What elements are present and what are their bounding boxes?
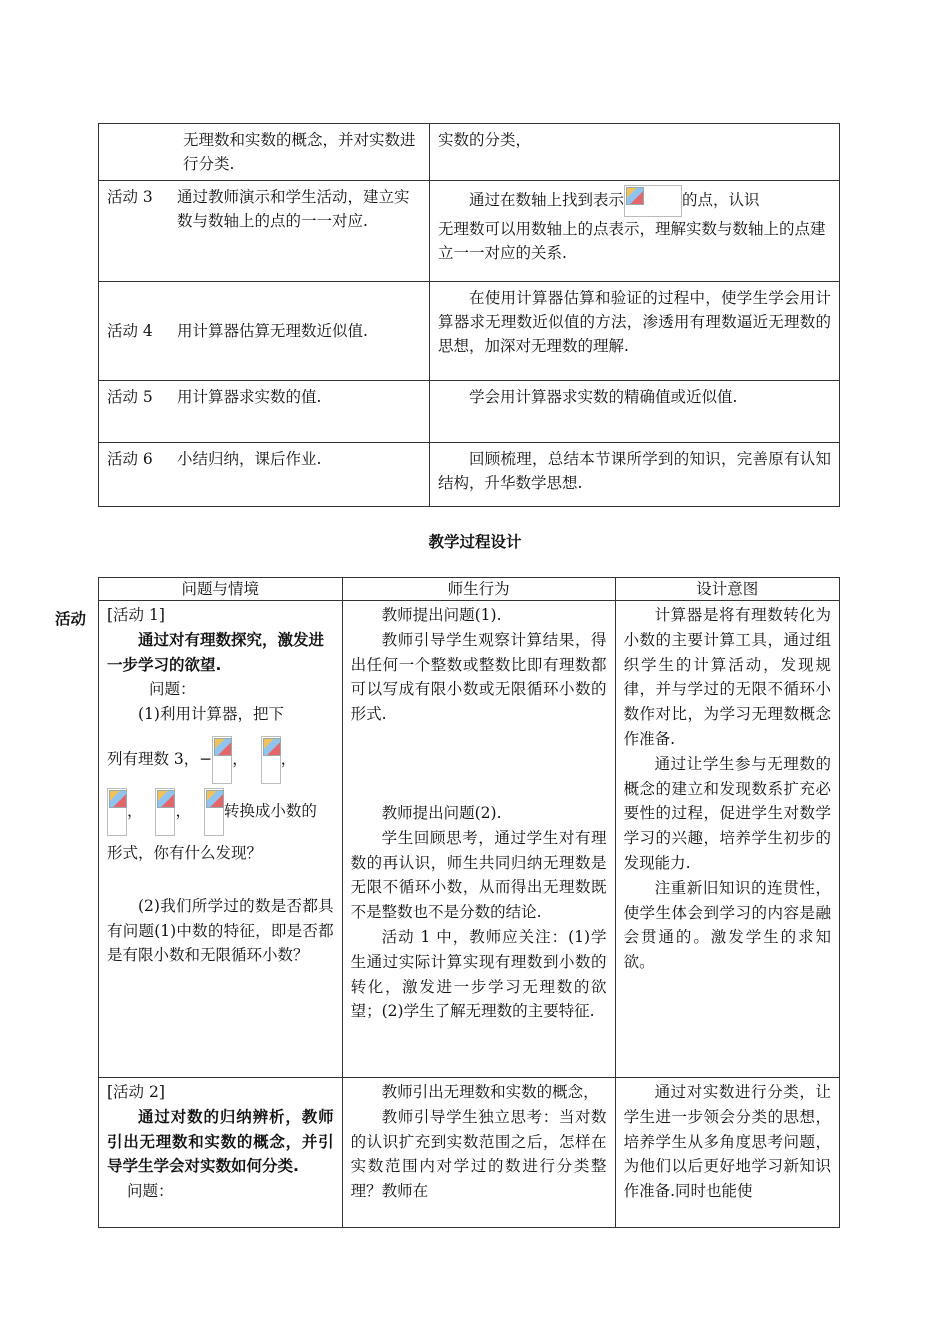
side-label: 活动 [55, 610, 87, 628]
goal-cell [430, 282, 840, 381]
activity-cell [99, 443, 430, 507]
goal-text: 通过在数轴上找到表示 [469, 191, 625, 209]
table-header-row [99, 578, 840, 601]
table-row [99, 443, 840, 507]
intent-text: 通过对实数进行分类，让学生进一步领会分类的思想，培养学生从多角度思考问题，为他们以后更好地学习新知识作准备.同时也能使 [623, 1083, 831, 1201]
fraction-image-icon [204, 788, 224, 836]
fraction-image-icon [107, 788, 127, 836]
column-header: 设计意图 [615, 578, 839, 601]
column-header: 问题与情境 [99, 578, 343, 601]
activity-summary-table [98, 123, 840, 507]
behavior-text: 活动 1 中，教师应关注：(1)学生通过实际计算实现有理数到小数的转化，激发进一步学习无理数的欲望；(2)学生了解无理数的主要特征. [350, 927, 607, 1021]
activity-label: 活动 5 [107, 388, 153, 406]
question-label: 问题： [149, 680, 196, 699]
goal-text: 学会用计算器求实数的精确值或近似值. [469, 388, 738, 406]
activity-cell [99, 124, 430, 181]
table-row [99, 124, 840, 181]
goal-text: 回顾梳理，总结本节课所学到的知识，完善原有认知结构，升华数学思想. [438, 450, 831, 492]
teaching-process-table [98, 577, 840, 1228]
intent-text: 注重新旧知识的连贯性，使学生体会到学习的内容是融会贯通的。激发学生的求知欲。 [623, 878, 831, 972]
intent-cell [615, 1078, 839, 1228]
question-line [107, 733, 334, 785]
activity-goal: 通过对数的归纳辨析，教师引出无理数和实数的概念，并引导学生学会对实数如何分类. [107, 1107, 334, 1176]
behavior-text: 教师提出问题(1). [381, 606, 502, 624]
table-row [99, 601, 840, 1078]
activity-tag: [活动 2] [107, 1083, 165, 1101]
question-text: 形式，你有什么发现？ [107, 843, 263, 862]
table-row [99, 381, 840, 443]
goal-cell: 实数的分类， [430, 124, 840, 181]
activity-description: 用计算器估算无理数近似值. [177, 322, 368, 340]
activity-label: 活动 6 [107, 450, 153, 468]
question-line [107, 785, 334, 837]
situation-cell [99, 601, 343, 1078]
activity-tag: [活动 1] [107, 606, 165, 624]
column-header: 师生行为 [342, 578, 615, 601]
activity-label: 活动 3 [107, 188, 153, 206]
section-heading: 教学过程设计 [428, 533, 522, 551]
separator: ， [127, 801, 143, 820]
activity-description: 小结归纳，课后作业. [177, 450, 322, 468]
table-row [99, 181, 840, 282]
behavior-cell [342, 1078, 615, 1228]
formula-image-icon [624, 185, 682, 217]
question-label: 问题： [127, 1182, 174, 1201]
situation-cell [99, 1078, 343, 1228]
behavior-text: 教师引出无理数和实数的概念， [381, 1083, 599, 1101]
fraction-image-icon [261, 736, 281, 784]
behavior-text: 学生回顾思考，通过学生对有理数的再认识，师生共同归纳无理数是无限不循环小数，从而得出无理数既不是整数也不是分数的结论. [350, 828, 607, 922]
minus-sign: − [199, 749, 213, 768]
goal-text: 无理数可以用数轴上的点表示，理解实数与数轴上的点建立一一对应的关系. [438, 220, 826, 262]
behavior-cell [342, 601, 615, 1078]
separator: ， [175, 801, 191, 820]
question-text: (2)我们所学过的数是否都具有问题(1)中数的特征，即是否都是有限小数和无限循环小数？ [107, 896, 334, 965]
table-row [99, 282, 840, 381]
activity-description: 通过教师演示和学生活动，建立实数与数轴上的点的一一对应. [177, 188, 410, 230]
intent-text: 通过让学生参与无理数的概念的建立和发现数系扩充必要性的过程，促进学生对数学学习的兴趣，培养学生初步的发现能力. [623, 754, 831, 872]
activity-description: 无理数和实数的概念，并对实数进行分类. [183, 131, 416, 173]
goal-cell [430, 181, 840, 282]
question-text: (1)利用计算器，把下 [138, 705, 284, 724]
goal-text: 在使用计算器估算和验证的过程中，使学生学会用计算器求无理数近似值的方法，渗透用有理数逼近无理数的思想，加深对无理数的理解. [438, 289, 831, 355]
intent-cell [615, 601, 839, 1078]
goal-cell [430, 443, 840, 507]
activity-cell [99, 181, 430, 282]
separator: ， [232, 749, 248, 768]
question-text: 列有理数 3， [107, 749, 200, 768]
behavior-text: 教师引导学生独立思考：当对数的认识扩充到实数范围之后，怎样在实数范围内对学过的数进行分类整理？教师在 [350, 1107, 607, 1201]
activity-label: 活动 4 [107, 322, 153, 340]
goal-cell [430, 381, 840, 443]
goal-text: 的点，认识 [682, 191, 760, 209]
fraction-image-icon [155, 788, 175, 836]
activity-goal: 通过对有理数探究，激发进一步学习的欲望. [107, 630, 325, 674]
separator: ， [280, 749, 297, 768]
question-text: 转换成小数的 [223, 801, 317, 820]
activity-cell [99, 381, 430, 443]
activity-description: 用计算器求实数的值. [177, 388, 322, 406]
activity-cell [99, 282, 430, 381]
table-row [99, 1078, 840, 1228]
fraction-image-icon [212, 736, 232, 784]
intent-text: 计算器是将有理数转化为小数的主要计算工具，通过组织学生的计算活动，发现规律，并与学过的无限不循环小数作对比，为学习无理数概念作准备. [623, 606, 831, 748]
behavior-text: 教师提出问题(2). [381, 803, 502, 822]
behavior-text: 教师引导学生观察计算结果，得出任何一个整数或整数比即有理数都可以写成有限小数或无限循环小数的形式. [350, 630, 607, 724]
